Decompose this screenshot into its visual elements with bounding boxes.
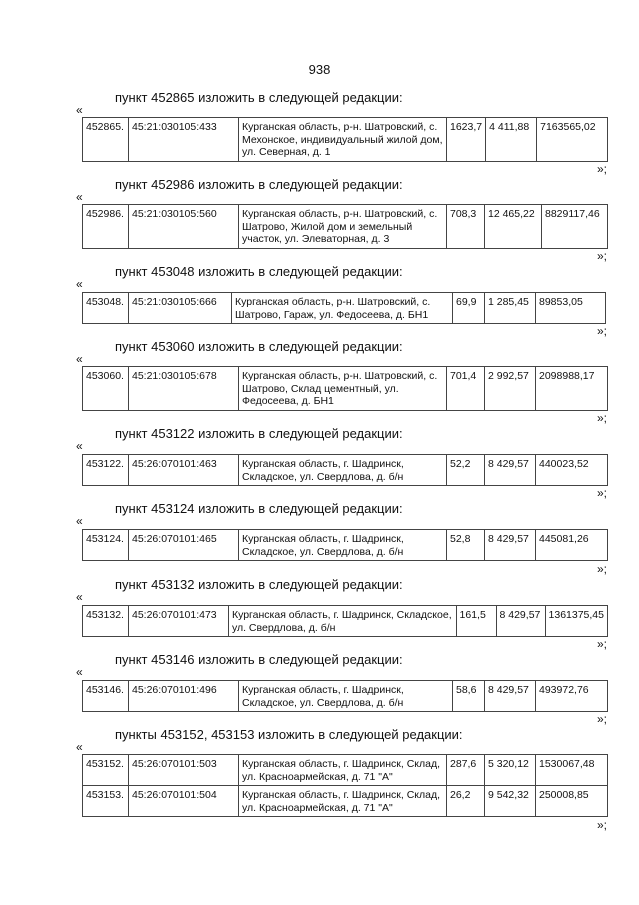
table-row (83, 293, 606, 324)
close-quote: »; (597, 411, 608, 425)
row-number: 453122. (83, 455, 129, 486)
amendment-intro: пункт 453124 изложить в следующей редакции: (115, 501, 403, 516)
row-number: 453153. (83, 786, 129, 817)
unit-rate: 5 320,12 (485, 755, 536, 786)
row-number: 452986. (83, 205, 129, 249)
open-quote: « (76, 190, 83, 204)
open-quote: « (76, 665, 83, 679)
object-address: Курганская область, г. Шадринск, Складское, ул. Свердлова, д. б/н (239, 455, 447, 486)
cadastral-value: 2098988,17 (536, 367, 608, 411)
amendment-intro: пункты 453152, 453153 изложить в следующей редакции: (115, 727, 463, 742)
unit-rate: 1 285,45 (485, 293, 536, 324)
registry-table (82, 754, 608, 817)
registry-table (82, 529, 608, 561)
cadastral-number: 45:21:030105:678 (129, 367, 239, 411)
row-number: 453152. (83, 755, 129, 786)
object-address: Курганская область, р-н. Шатровский, с. Шатрово, Гараж, ул. Федосеева, д. БН1 (232, 293, 453, 324)
object-address: Курганская область, г. Шадринск, Складское, ул. Свердлова, д. б/н (239, 530, 447, 561)
amendment-intro: пункт 453146 изложить в следующей редакции: (115, 652, 403, 667)
close-quote: »; (597, 162, 608, 176)
unit-rate: 8 429,57 (485, 455, 536, 486)
cadastral-value: 493972,76 (536, 681, 608, 712)
open-quote: « (76, 590, 83, 604)
cadastral-number: 45:26:070101:465 (129, 530, 239, 561)
registry-table (82, 366, 608, 411)
registry-table (82, 454, 608, 486)
row-number: 453132. (83, 606, 129, 637)
close-quote: »; (597, 637, 608, 651)
cadastral-value: 1361375,45 (545, 606, 607, 637)
close-quote: »; (597, 712, 608, 726)
row-number: 453060. (83, 367, 129, 411)
table-row (83, 755, 608, 786)
table-row (83, 786, 608, 817)
cadastral-value: 1530067,48 (536, 755, 608, 786)
amendment-intro: пункт 453048 изложить в следующей редакции: (115, 264, 403, 279)
cadastral-value: 440023,52 (536, 455, 608, 486)
cadastral-number: 45:21:030105:560 (129, 205, 239, 249)
registry-table (82, 117, 608, 162)
table-row (83, 118, 608, 162)
close-quote: »; (597, 486, 608, 500)
cadastral-number: 45:26:070101:463 (129, 455, 239, 486)
row-number: 452865. (83, 118, 129, 162)
amendment-intro: пункт 453132 изложить в следующей редакции: (115, 577, 403, 592)
close-quote: »; (597, 562, 608, 576)
registry-table (82, 680, 608, 712)
open-quote: « (76, 103, 83, 117)
cadastral-number: 45:26:070101:473 (128, 606, 228, 637)
cadastral-number: 45:26:070101:503 (129, 755, 239, 786)
cadastral-number: 45:26:070101:504 (129, 786, 239, 817)
cadastral-value: 445081,26 (536, 530, 608, 561)
cadastral-value: 250008,85 (536, 786, 608, 817)
cadastral-number: 45:26:070101:496 (129, 681, 239, 712)
cadastral-value: 7163565,02 (537, 118, 608, 162)
object-address: Курганская область, р-н. Шатровский, с. Шатрово, Склад цементный, ул. Федосеева, д. БН1 (239, 367, 447, 411)
table-row (83, 367, 608, 411)
amendment-intro: пункт 453122 изложить в следующей редакции: (115, 426, 403, 441)
table-row (83, 606, 608, 637)
object-address: Курганская область, г. Шадринск, Складское, ул. Свердлова, д. б/н (239, 681, 453, 712)
cadastral-number: 45:21:030105:433 (129, 118, 239, 162)
amendment-intro: пункт 452986 изложить в следующей редакции: (115, 177, 403, 192)
object-area: 52,2 (447, 455, 485, 486)
object-area: 161,5 (456, 606, 496, 637)
table-row (83, 530, 608, 561)
object-address: Курганская область, г. Шадринск, Склад, ул. Красноармейская, д. 71 "А" (239, 755, 447, 786)
object-area: 52,8 (447, 530, 485, 561)
object-address: Курганская область, г. Шадринск, Склад, ул. Красноармейская, д. 71 "А" (239, 786, 447, 817)
open-quote: « (76, 514, 83, 528)
object-address: Курганская область, р-н. Шатровский, с. Мехонское, индивидуальный жилой дом, ул. Северная, д. 1 (239, 118, 447, 162)
amendment-intro: пункт 452865 изложить в следующей редакции: (115, 90, 403, 105)
unit-rate: 8 429,57 (485, 530, 536, 561)
table-row (83, 681, 608, 712)
object-area: 701,4 (447, 367, 485, 411)
row-number: 453124. (83, 530, 129, 561)
cadastral-value: 89853,05 (536, 293, 606, 324)
registry-table (82, 605, 608, 637)
object-area: 58,6 (453, 681, 485, 712)
row-number: 453048. (83, 293, 129, 324)
table-row (83, 205, 608, 249)
unit-rate: 4 411,88 (486, 118, 537, 162)
unit-rate: 9 542,32 (485, 786, 536, 817)
close-quote: »; (597, 249, 608, 263)
cadastral-number: 45:21:030105:666 (129, 293, 232, 324)
page-number: 938 (308, 62, 331, 77)
object-address: Курганская область, г. Шадринск, Складское, ул. Свердлова, д. б/н (228, 606, 456, 637)
object-area: 26,2 (447, 786, 485, 817)
unit-rate: 12 465,22 (485, 205, 542, 249)
registry-table (82, 292, 606, 324)
open-quote: « (76, 277, 83, 291)
open-quote: « (76, 740, 83, 754)
object-area: 708,3 (447, 205, 485, 249)
object-area: 287,6 (447, 755, 485, 786)
close-quote: »; (597, 818, 608, 832)
registry-table (82, 204, 608, 249)
unit-rate: 8 429,57 (485, 681, 536, 712)
open-quote: « (76, 439, 83, 453)
open-quote: « (76, 352, 83, 366)
object-address: Курганская область, р-н. Шатровский, с. Шатрово, Жилой дом и земельный участок, ул. Элеваторная, д. 3 (239, 205, 447, 249)
unit-rate: 8 429,57 (496, 606, 545, 637)
table-row (83, 455, 608, 486)
amendment-intro: пункт 453060 изложить в следующей редакции: (115, 339, 403, 354)
object-area: 69,9 (453, 293, 485, 324)
cadastral-value: 8829117,46 (542, 205, 608, 249)
close-quote: »; (597, 324, 608, 338)
row-number: 453146. (83, 681, 129, 712)
object-area: 1623,7 (447, 118, 486, 162)
unit-rate: 2 992,57 (485, 367, 536, 411)
